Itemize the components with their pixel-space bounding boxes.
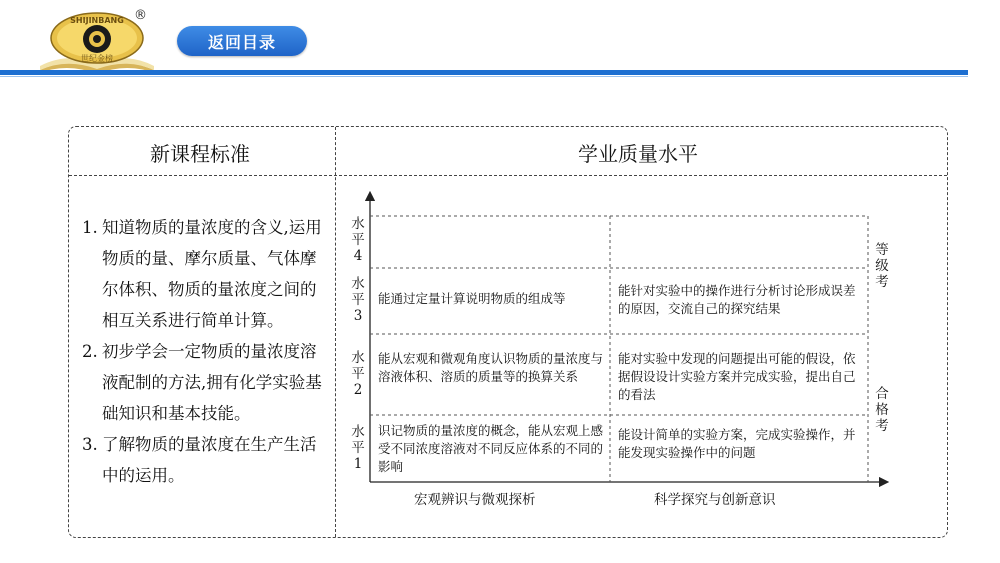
cell-level1-science: 能设计简单的实验方案，完成实验操作，并能发现实验操作中的问题 — [618, 427, 856, 460]
level-label-3: 水 平 3 — [351, 276, 365, 324]
list-item-text: 了解物质的量浓度在生产生活中的运用。 — [102, 435, 317, 485]
cell-level3-macro: 能通过定量计算说明物质的组成等 — [378, 291, 566, 306]
cell-level2-macro: 能从宏观和微观角度认识物质的量浓度与溶液体积、溶质的质量等的换算关系 — [378, 351, 604, 384]
cell-level2-science: 能对实验中发现的问题提出可能的假设，依据假设设计实验方案并完成实验，提出自己的看法 — [618, 351, 856, 402]
left-column-header: 新课程标准 — [150, 142, 250, 166]
list-item-number: 1. — [82, 218, 98, 237]
list-item-text: 知道物质的量浓度的含义,运用物质的量、摩尔质量、气体摩尔体积、物质的量浓度之间的相互关系进行简单计算。 — [102, 218, 322, 330]
cell-level1-macro: 识记物质的量浓度的概念，能从宏观上感受不同浓度溶液对不同反应体系的不同的影响 — [378, 423, 604, 474]
list-item-number: 2. — [82, 342, 98, 361]
header-divider — [0, 70, 968, 75]
header-row-divider — [69, 175, 947, 176]
registered-mark: ® — [134, 8, 147, 23]
quality-level-chart — [340, 190, 900, 510]
cell-level3-science: 能针对实验中的操作进行分析讨论形成误差的原因，交流自己的探究结果 — [618, 283, 856, 316]
standards-list — [82, 212, 332, 491]
logo-subtext: 世纪金榜 — [81, 54, 113, 63]
list-item — [82, 212, 332, 336]
header-divider-thin — [0, 76, 968, 77]
list-item-text: 初步学会一定物质的量浓度溶液配制的方法,拥有化学实验基础知识和基本技能。 — [102, 342, 322, 423]
logo-text: SHIJINBANG — [70, 16, 124, 25]
x-label-macro: 宏观辨识与微观探析 — [414, 492, 536, 508]
level-label-1: 水 平 1 — [351, 424, 365, 472]
right-column-header: 学业质量水平 — [578, 142, 698, 166]
side-label-level-exam: 等 级 考 — [875, 242, 889, 290]
level-label-2: 水 平 2 — [351, 350, 365, 398]
list-item — [82, 429, 332, 491]
list-item — [82, 336, 332, 429]
side-label-pass-exam: 合 格 考 — [875, 386, 889, 434]
column-divider — [335, 127, 336, 537]
x-label-science: 科学探究与创新意识 — [654, 492, 776, 508]
level-label-4: 水 平 4 — [351, 216, 365, 264]
back-to-contents-button[interactable]: 返回目录 — [177, 26, 307, 56]
list-item-number: 3. — [82, 435, 98, 454]
